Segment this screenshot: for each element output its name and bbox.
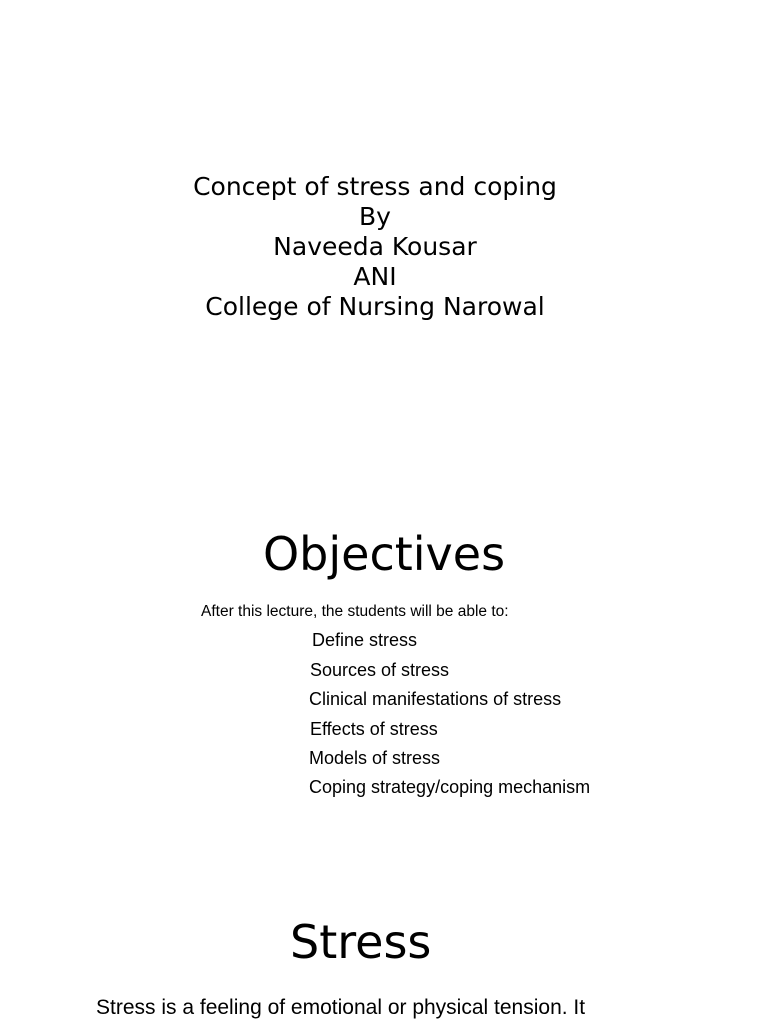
stress-definition: Stress is a feeling of emotional or physical tension. It bbox=[96, 996, 586, 1019]
author-name: Naveeda Kousar bbox=[273, 232, 477, 261]
objective-item: Effects of stress bbox=[310, 719, 438, 739]
objective-item: Models of stress bbox=[309, 748, 441, 768]
objective-item: Sources of stress bbox=[310, 660, 450, 680]
objective-item: Clinical manifestations of stress bbox=[309, 689, 562, 709]
objectives-heading: Objectives bbox=[262, 527, 506, 581]
objective-item: Define stress bbox=[312, 630, 418, 650]
objectives-intro: After this lecture, the students will be able to: bbox=[201, 603, 509, 620]
presentation-title: Concept of stress and coping bbox=[193, 172, 557, 201]
stress-heading: Stress bbox=[290, 915, 432, 969]
author-credential: ANI bbox=[353, 262, 397, 291]
cover-title-block bbox=[0, 172, 750, 322]
institution-name: College of Nursing Narowal bbox=[205, 292, 545, 321]
by-label: By bbox=[359, 202, 391, 231]
objective-item: Coping strategy/coping mechanism bbox=[309, 777, 591, 797]
